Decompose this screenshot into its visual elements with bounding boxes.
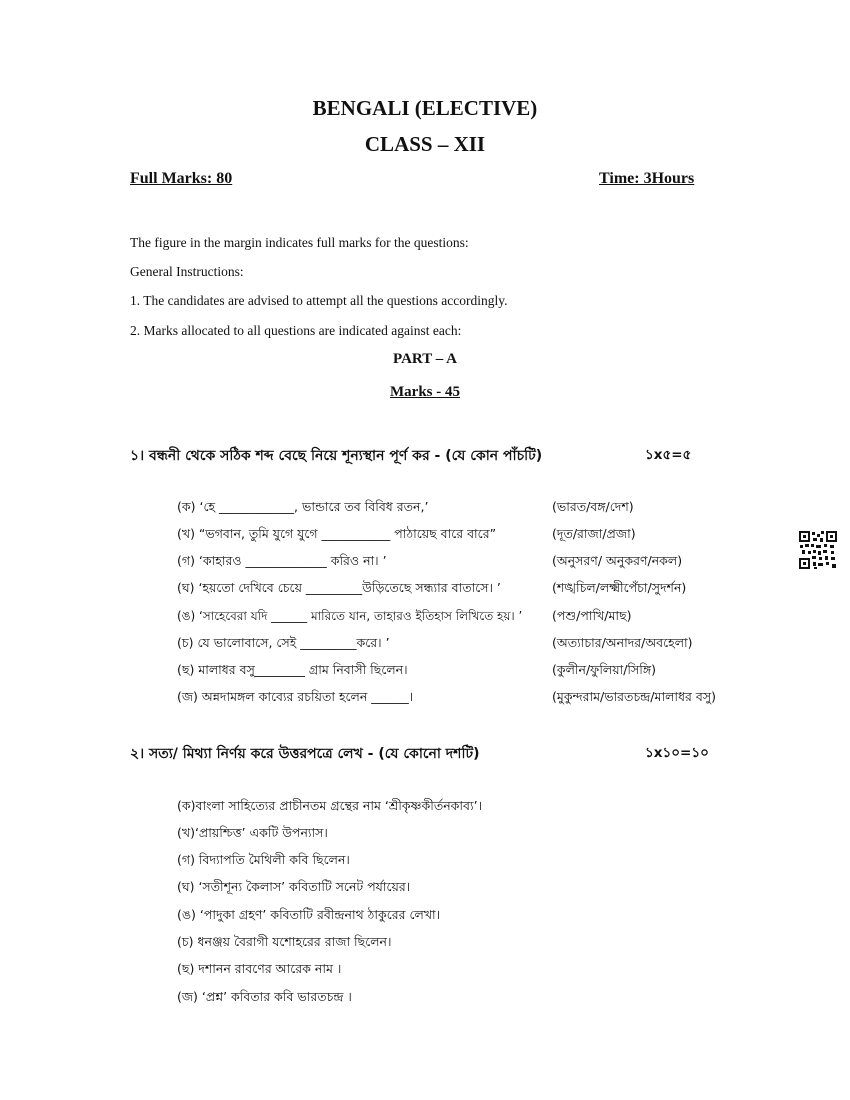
q1-item-options: (পশু/পাখি/মাছ) [552, 608, 632, 623]
part-title: PART – A [393, 351, 457, 367]
question-2-marks: ১x১০=১০ [645, 745, 709, 761]
q1-item-options: (ভারত/বঙ্গ/দেশ) [552, 499, 634, 514]
q2-item: (জ) ‘প্রশ্ন’ কবিতার কবি ভারতচন্দ্র । [177, 989, 352, 1004]
q2-item: (ক)বাংলা সাহিত্যের প্রাচীনতম গ্রন্থের নাম ‘শ্রীকৃষ্ণকীর্তনকাব্য’। [177, 798, 483, 813]
exam-subject-title: BENGALI (ELECTIVE) [312, 96, 538, 120]
q1-item-options: (অনুসরণ/ অনুকরণ/নকল) [552, 553, 683, 568]
question-2-heading: ২। সত্য/ মিথ্যা নির্ণয় করে উত্তরপত্রে লেখ - (যে কোনো দশটি) [130, 746, 480, 762]
q2-item: (ঘ) ‘সতীশূন্য কৈলাস’ কবিতাটি সনেট পর্যায়ের। [177, 879, 411, 894]
q1-item: (ক) ‘হে ____________, ভান্ডারে তব বিবিধ রতন,’ [177, 499, 429, 514]
question-1-marks: ১x৫=৫ [645, 447, 692, 463]
q2-item: (খ)‘প্রায়শ্চিত্ত’ একটি উপন্যাস। [177, 825, 328, 840]
q1-item: (ঘ) ‘হয়তো দেখিবে চেয়ে _________উড়িতেছে সন্ধ্যার বাতাসে। ’ [177, 580, 501, 595]
q1-item: (খ) “ভগবান, তুমি যুগে যুগে ___________ পাঠায়েছ বারে বারে” [177, 526, 497, 541]
q2-item: (গ) বিদ্যাপতি মৈথিলী কবি ছিলেন। [177, 852, 350, 867]
instruction-line-2: General Instructions: [130, 264, 244, 279]
q1-item: (ছ) মালাধর বসু________ গ্রাম নিবাসী ছিলেন। [177, 662, 408, 677]
full-marks: Full Marks: 80 [130, 170, 233, 187]
q1-item-options: (কুলীন/ফুলিয়া/সিঙ্গি) [552, 662, 656, 677]
q1-item: (জ) অন্নদামঙ্গল কাব্যের রচয়িতা হলেন ______। [177, 689, 414, 704]
q1-item: (গ) ‘কাহারও _____________ করিও না। ’ [177, 553, 387, 568]
instruction-line-3: 1. The candidates are advised to attempt all the questions accordingly. [130, 293, 508, 308]
q1-item: (ঙ) ‘সাহেবেরা যদি ______ মারিতে যান, তাহারও ইতিহাস লিখিতে হয়। ’ [177, 609, 523, 623]
time-allowed: Time: 3Hours [599, 170, 695, 187]
q1-item: (চ) যে ভালোবাসে, সেই _________করে। ’ [177, 635, 390, 650]
q1-item-options: (দূত/রাজা/প্রজা) [552, 526, 636, 541]
class-title: CLASS – XII [364, 132, 486, 156]
part-marks: Marks - 45 [390, 384, 460, 400]
q2-item: (ছ) দশানন রাবণের আরেক নাম । [177, 961, 342, 976]
instruction-line-4: 2. Marks allocated to all questions are indicated against each: [130, 323, 462, 338]
instruction-line-1: The figure in the margin indicates full marks for the questions: [130, 235, 469, 250]
q1-item-options: (অত্যাচার/অনাদর/অবহেলা) [552, 635, 693, 650]
q1-item-options: (মুকুন্দরাম/ভারতচন্দ্র/মালাধর বসু) [552, 689, 716, 704]
qr-code-icon [798, 530, 838, 570]
question-1-heading: ১। বন্ধনী থেকে সঠিক শব্দ বেছে নিয়ে শূন্যস্থান পূর্ণ কর - (যে কোন পাঁচটি) [130, 448, 543, 464]
q1-item-options: (শঙ্খচিল/লক্ষ্মীপেঁচা/সুদর্শন) [552, 580, 687, 595]
q2-item: (ঙ) ‘পাদুকা গ্রহণ’ কবিতাটি রবীন্দ্রনাথ ঠাকুরের লেখা। [177, 907, 441, 922]
q2-item: (চ) ধনঞ্জয় বৈরাগী যশোহরের রাজা ছিলেন। [177, 934, 392, 949]
